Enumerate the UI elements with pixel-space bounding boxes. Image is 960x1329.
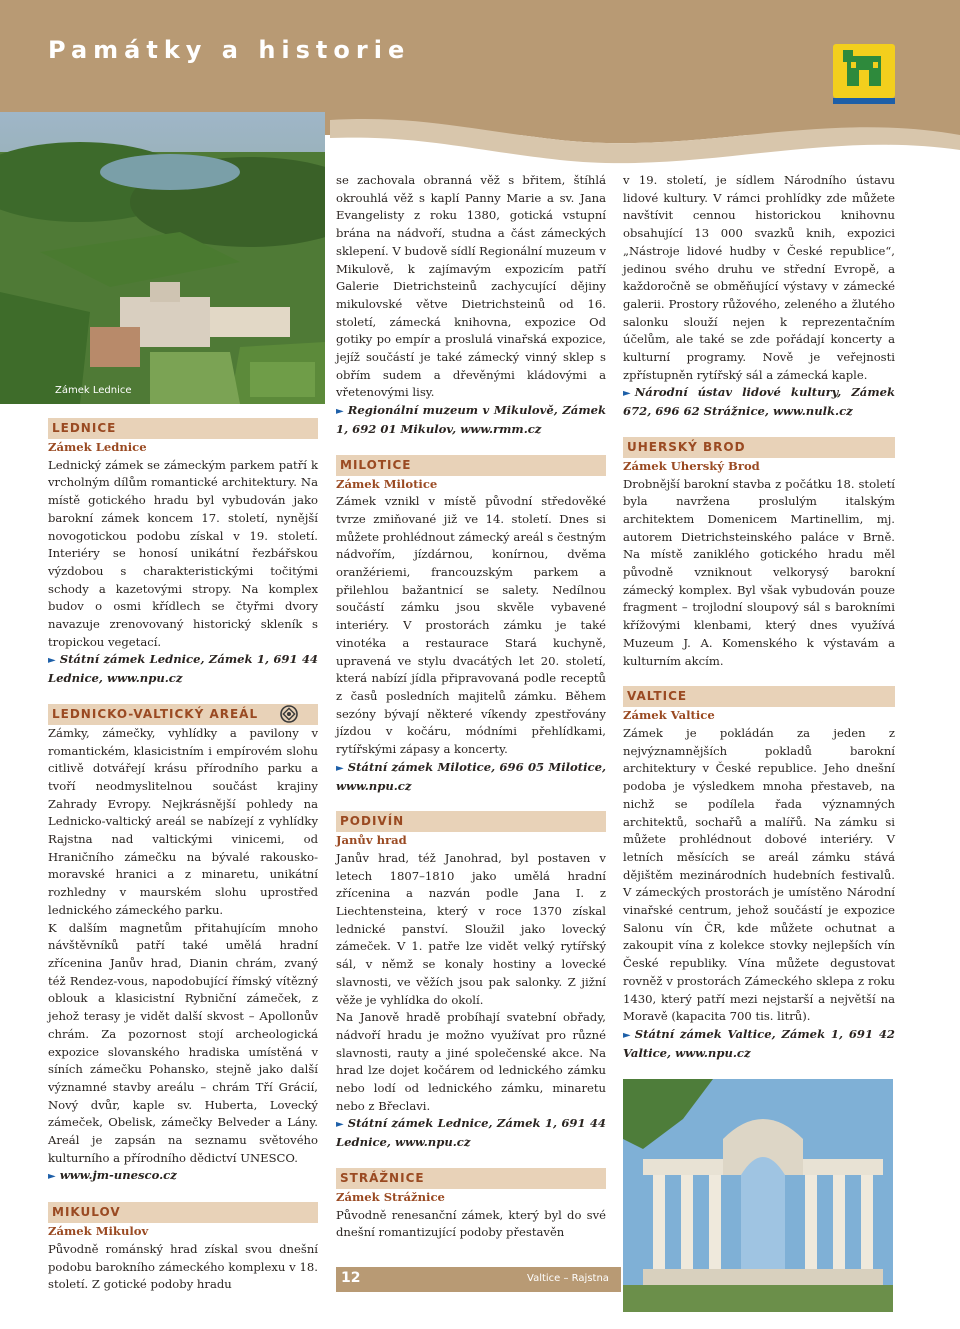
- section-text-straznice-1: Původně renesanční zámek, který byl do své dnešní romantizující podoby přestavěn: [336, 1207, 606, 1240]
- lednice-photo: [0, 112, 325, 404]
- section-text-milotice: Zámek vznikl v místě původní středověké tvrze zmiňované již ve 14. století. Dnes si můžete prohlédnout zámecký areál s čestným nádvořím, jízdárnou, konírnou, dvěma oranžériemi, francouzským parkem a přilehlou bažantnicí se salety. Nedílnou součástí zámku jsou skvěle vybavené interiéry. V prostorách zámku je také vinotéka a restaurace Stará kuchyně, upravená ve stylu dvacátých let 20. století, která nabízí jídla připravovaná podle receptů z časů posledních majitelů zámku. Během sezóny bývají některé víkendy zpestřovány jízdou v kočáru, módními přehlídkami, rytířskými zápasy a koncerty.: [336, 494, 606, 757]
- address-mikulov: [336, 402, 606, 438]
- footer-caption: Valtice – Rajstna: [527, 1273, 609, 1284]
- section-heading-mikulov: MIKULOV: [48, 1202, 318, 1223]
- section-subtitle-milotice: Zámek Milotice: [336, 476, 438, 491]
- section-text-areal-1: Zámky, zámečky, vyhlídky a pavilony v romantickém, klasicistním i empírovém slohu citlivě dotvářejí krásu přírodního parku a tvoří neodmyslitelnou součást krajiny Zahrady Evropy. Nejkrásnější pohledy na Lednicko-valtický areál se nabízejí z vyhlídky Rajstna nad valtickými vinicemi, od Hraničního zámečku na bývalé rakousko-moravské hranici a z minaretu, unikátní rozhledny v maurském slohu uprostřed lednického zámeckého parku.: [48, 725, 318, 917]
- page-number: 12: [341, 1270, 361, 1286]
- section-subtitle-uhersky-brod: Zámek Uherský Brod: [623, 458, 760, 473]
- address-valtice: [623, 1026, 895, 1062]
- address-lednice: [48, 651, 318, 687]
- address-lednice-text[interactable]: Státní zámek Lednice, Zámek 1, 691 44 Lednice, www.npu.cz: [48, 652, 318, 686]
- section-text-straznice-2: v 19. století, je sídlem Národního ústavu lidové kultury. V rámci prohlídky zde můžete navštívit cennou historickou knihovnu obsahující 13 000 svazků knih, expozici „Nástroje lidové hudby v České republice“, jedinou svého druhu ve střední Evropě, a každoročně se obměňující výstavy v zámecké galerii. Prostory růžového, zeleného a žlutého salonku slouží nejen k reprezentačním účelům, ale také se zde pořádají koncerty a kulturní programy. Nově je veřejnosti zpřístupněn rytířský sál a zámecká kaple.: [623, 173, 895, 382]
- section-heading-areal-label: LEDNICKO-VALTICKÝ AREÁL: [52, 706, 259, 721]
- section-subtitle-podivin: Janův hrad: [336, 833, 407, 848]
- address-straznice-text[interactable]: Národní ústav lidové kultury, Zámek 672, 696 62 Strážnice, www.nulk.cz: [623, 385, 895, 419]
- column-1: [48, 418, 318, 1294]
- arrow-icon: ►: [48, 1171, 56, 1183]
- section-text-mikulov-2: se zachovala obranná věž s břitem, štíhlá okrouhlá věž s kaplí Panny Marie a sv. Jana Evangelisty z roku 1380, gotická vstupní brána na nádvoří, studna a část zámeckých sklepení. V budově sídlí Regionální muzeum v Mikulově, k zajímavým expozicím patří Galerie Dietrichsteinů zachycující dějiny mikulovské větve Dietrichsteinů od 16. století, zámecká knihovna, expozice Od gotiky po empír a proslulá vinařská expozice, jejíž součástí je také zámecký vinný sklep s obřím sudem a dřevěnými kládovými a vřetenovými lisy.: [336, 173, 606, 400]
- section-heading-valtice: VALTICE: [623, 686, 895, 707]
- section-heading-milotice: MILOTICE: [336, 455, 606, 476]
- arrow-icon: ►: [48, 655, 56, 667]
- valtice-photo: [621, 1077, 895, 1314]
- address-milotice: [336, 759, 606, 795]
- unesco-icon: [280, 705, 298, 723]
- address-straznice: [623, 384, 895, 420]
- section-text-mikulov-1: Původně románský hrad získal svou dnešní podobu barokního zámeckého komplexu v 18. století. Z gotické podoby hradu: [48, 1241, 318, 1292]
- section-text-podivin-2: Na Janově hradě probíhají svatební obřady, nádvoří hradu je možno využívat pro různé slavnosti, rauty a jiné společenské akce. Na hrad lze dojet kočárem od lednického zámku nebo lodí od lednického zámku, minaretu nebo z Břeclavi.: [336, 1010, 606, 1113]
- section-heading-uhersky-brod: UHERSKÝ BROD: [623, 437, 895, 458]
- address-areal-text[interactable]: www.jm-unesco.cz: [59, 1168, 177, 1183]
- section-heading-straznice: STRÁŽNICE: [336, 1168, 606, 1189]
- address-milotice-text[interactable]: Státní zámek Milotice, 696 05 Milotice, www.npu.cz: [336, 759, 606, 793]
- address-valtice-text[interactable]: Státní zámek Valtice, Zámek 1, 691 42 Valtice, www.npu.cz: [623, 1026, 895, 1060]
- arrow-icon: ►: [623, 1029, 631, 1041]
- section-subtitle-lednice: Zámek Lednice: [48, 440, 147, 454]
- section-subtitle-mikulov: Zámek Mikulov: [48, 1224, 149, 1239]
- address-podivin-text[interactable]: Státní zámek Lednice, Zámek 1, 691 44 Lednice, www.npu.cz: [336, 1116, 606, 1150]
- arrow-icon: ►: [336, 1119, 344, 1131]
- section-text-lednice: Lednický zámek se zámeckým parkem patří k vrcholným dílům romantické architektury. Na místě gotického hradu byl vybudován jako barokní zámek koncem 17. století, nynější novogotickou podobu získal v 19. století. Interiéry se honosí unikátní řezbářskou výzdobou s charakteristickými točitými schody a kazetovými stropy. Na komplex budov o osmi křídlech se čtyřmi dvory navazuje zrenovovaný historický skleník s tropickou vegetací.: [48, 457, 318, 649]
- section-heading-lednice: LEDNICE: [48, 418, 318, 439]
- section-text-areal-2: K dalším magnetům přitahujícím mnoho návštěvníků patří také umělá hradní zřícenina Janův hrad, Dianin chrám, zvaný též Rendez-vous, napodobující římský vítězný oblouk a klasicistní Rybniční zámeček, z jehož terasy je vidět další skvost – Apollonův chrám. Za pozornost stojí archeologická expozice slovanského hradiska umístěná v síních zámečku Pohansko, stejně jako další významné stavby areálu – chrám Tří Grácií, Nový dvůr, kaple sv. Huberta, Lovecký zámeček, Obelisk, zámečky Belveder a Lány. Areál je zapsán na seznamu světového kulturního a přírodního dědictví UNESCO.: [48, 920, 318, 1165]
- address-mikulov-text[interactable]: Regionální muzeum v Mikulově, Zámek 1, 692 01 Mikulov, www.rmm.cz: [336, 403, 606, 436]
- section-text-podivin-1: Janův hrad, též Janohrad, byl postaven v letech 1807–1810 jako umělá hradní zřícenina a nazván podle Jana I. z Liechtensteina, který v roce 1370 získal lednické panství. Sloužil jako lovecký zámeček. V 1. patře lze vidět velký rytířský sál, v němž se konaly hostiny a lovecké slavnosti, ve věžích jsou pak salonky. Z jižní věže je vyhlídka do okolí.: [336, 850, 606, 1007]
- address-podivin: [336, 1115, 606, 1151]
- logo-base: [833, 98, 895, 104]
- section-text-uhersky-brod: Drobnější barokní stavba z počátku 18. století byla navržena proslulým italským architektem Domenicem Martinellim, mj. autorem Dietrichsteinského paláce v Brně. Na místě zaniklého gotického hradu měl původně vzniknout velkorysý barokní zámecký komplex. Byl však vybudován pouze fragment – trojlodní sloupový sál s barokními křížovými klenbami, který dnes využívá Muzeum J. A. Komenského k výstavám a kulturním akcím.: [623, 476, 895, 668]
- section-heading-areal: [48, 704, 318, 725]
- address-areal: [48, 1167, 318, 1186]
- section-subtitle-valtice: Zámek Valtice: [623, 708, 715, 723]
- lednice-photo-caption: Zámek Lednice: [55, 385, 132, 396]
- arrow-icon: ►: [623, 388, 631, 400]
- arrow-icon: ►: [336, 406, 344, 418]
- section-text-valtice: Zámek je pokládán za jeden z nejvýznamnějších pokladů barokní architektury v České republice. Jeho dnešní podoba je výsledkem mnoha přestaveb, na nichž se podílela řada významných architektů, sochařů a malířů. Na zámku si můžete prohlédnout dobové interiéry. V letních měsících se areál zámku stává dějištěm mezinárodních hudebních festivalů. V zámeckých prostorách je umístěno Národní vinařské centrum, jehož součástí je expozice Salonu vín ČR, kde můžete ochutnat a zakoupit vína z kolekce stovky nejlepších vín České republiky. Vína můžete degustovat rovněž v prostorách Zámeckého sklepa z roku 1430, který patří mezi nejstarší a největší na Moravě (kapacita 700 tis. litrů).: [623, 725, 895, 1024]
- section-heading-podivin: PODIVÍN: [336, 811, 606, 832]
- castle-icon: [833, 44, 895, 98]
- column-2: [336, 172, 606, 1242]
- section-subtitle-straznice: Zámek Strážnice: [336, 1189, 445, 1204]
- column-3: [623, 172, 895, 1062]
- page-title: Památky a historie: [48, 36, 411, 64]
- arrow-icon: ►: [336, 762, 344, 774]
